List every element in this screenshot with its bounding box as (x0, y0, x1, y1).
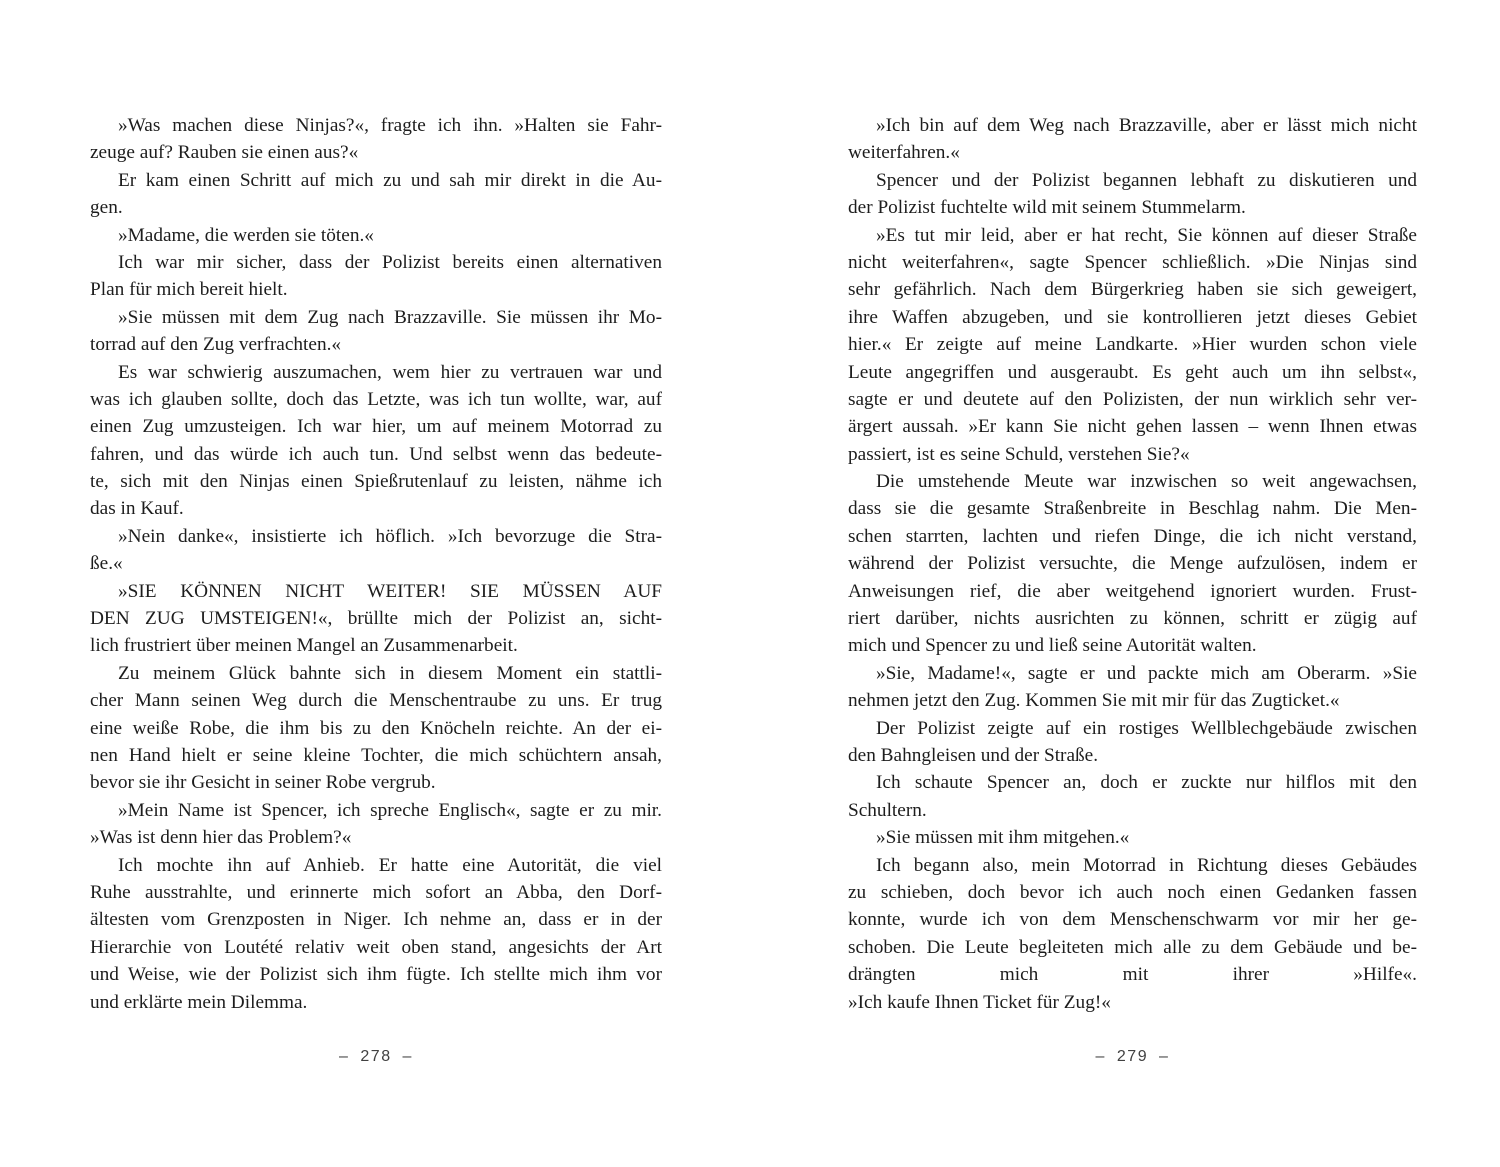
text-line: mich und Spencer zu und ließ seine Autorität walten. (848, 635, 1257, 657)
text-line: Hierarchie von Loutété relativ weit oben stand, angesichts der Art (90, 936, 662, 958)
text-line: nicht weiterfahren«, sagte Spencer schließlich. »Die Ninjas sind (848, 251, 1417, 273)
text-line: sagte er und deutete auf den Polizisten, der nun wirklich sehr ver- (848, 388, 1417, 410)
text-line: »Was ist denn hier das Problem?« (90, 827, 352, 849)
text-line: zeuge auf? Rauben sie einen aus?« (90, 142, 359, 164)
text-line: »Sie, Madame!«, sagte er und packte mich am Oberarm. »Sie (876, 662, 1417, 684)
text-line: ihre Waffen abzugeben, und sie kontrollieren jetzt dieses Gebiet (848, 306, 1417, 328)
text-line: cher Mann seinen Weg durch die Menschentraube zu uns. Er trug (90, 690, 662, 712)
text-line: Ich begann also, mein Motorrad in Richtung dieses Gebäudes (876, 854, 1417, 876)
text-line: während der Polizist versuchte, die Menge aufzulösen, indem er (848, 553, 1417, 575)
text-line: was ich glauben sollte, doch das Letzte, was ich tun wollte, war, auf (90, 388, 662, 410)
text-line: Der Polizist zeigte auf ein rostiges Wellblechgebäude zwischen (876, 717, 1417, 739)
page-text-column (90, 112, 662, 1016)
text-line: »Es tut mir leid, aber er hat recht, Sie können auf dieser Straße (876, 224, 1417, 246)
text-line: und Weise, wie der Polizist sich ihm fügte. Ich stellte mich ihm vor (90, 964, 662, 986)
page-left (90, 0, 662, 1167)
text-line: einen Zug umzusteigen. Ich war hier, um auf meinem Motorrad zu (90, 416, 662, 438)
text-line: »Was machen diese Ninjas?«, fragte ich ihn. »Halten sie Fahr- (118, 115, 662, 136)
text-line: »Sie müssen mit dem Zug nach Brazzaville. Sie müssen ihr Mo- (118, 306, 662, 328)
text-line: und erklärte mein Dilemma. (90, 991, 308, 1013)
text-line: Es war schwierig auszumachen, wem hier zu vertrauen war und (118, 361, 662, 383)
text-line: fahren, und das würde ich auch tun. Und selbst wenn das bedeute- (90, 443, 662, 465)
text-line: drängten mich mit ihrer »Hilfe«. (848, 964, 1417, 986)
text-line: konnte, wurde ich von dem Menschenschwarm vor mir her ge- (848, 909, 1417, 931)
text-line: den Bahngleisen und der Straße. (848, 744, 1099, 766)
text-line: »Madame, die werden sie töten.« (118, 224, 374, 246)
text-line: ärgert aussah. »Er kann Sie nicht gehen lassen – wenn Ihnen etwas (848, 416, 1417, 438)
text-line: »Sie müssen mit ihm mitgehen.« (876, 827, 1130, 849)
text-line: Zu meinem Glück bahnte sich in diesem Moment ein stattli- (118, 662, 662, 684)
text-line: Ich mochte ihn auf Anhieb. Er hatte eine Autorität, die viel (118, 854, 662, 876)
text-line: sehr gefährlich. Nach dem Bürgerkrieg haben sie sich geweigert, (848, 279, 1417, 301)
text-line: nehmen jetzt den Zug. Kommen Sie mit mir für das Zugticket.« (848, 690, 1340, 712)
text-line: torrad auf den Zug verfrachten.« (90, 334, 342, 356)
text-line: Er kam einen Schritt auf mich zu und sah mir direkt in die Au- (118, 169, 662, 191)
text-line: Ich schaute Spencer an, doch er zuckte nur hilflos mit den (876, 772, 1417, 794)
text-line: te, sich mit den Ninjas einen Spießrutenlauf zu leisten, nähme ich (90, 471, 662, 493)
text-line: riert darüber, nichts ausrichten zu können, schritt er zügig auf (848, 608, 1417, 630)
page-number: – 278 – (339, 1048, 413, 1065)
text-line: passiert, ist es seine Schuld, verstehen Sie?« (848, 443, 1190, 465)
text-line: dass sie die gesamte Straßenbreite in Beschlag nahm. Die Men- (848, 498, 1417, 520)
text-line: eine weiße Robe, die ihm bis zu den Knöcheln reichte. An der ei- (90, 717, 662, 739)
text-line: hier.« Er zeigte auf meine Landkarte. »Hier wurden schon viele (848, 334, 1417, 356)
text-line: Ich war mir sicher, dass der Polizist bereits einen alternativen (118, 251, 662, 273)
text-line: gen. (90, 197, 123, 219)
text-line: lich frustriert über meinen Mangel an Zusammenarbeit. (90, 635, 518, 657)
page-right (848, 0, 1417, 1167)
text-line: zu schieben, doch bevor ich auch noch einen Gedanken fassen (848, 881, 1417, 903)
text-line: »Ich kaufe Ihnen Ticket für Zug!« (848, 991, 1111, 1013)
text-line: Schultern. (848, 799, 927, 821)
text-line: Leute angegriffen und ausgeraubt. Es geht auch um ihn selbst«, (848, 361, 1417, 383)
text-line: »SIE KÖNNEN NICHT WEITER! SIE MÜSSEN AUF (118, 580, 662, 602)
text-line: Anweisungen rief, die aber weitgehend ignoriert wurden. Frust- (848, 580, 1417, 602)
text-line: ße.« (90, 553, 123, 575)
text-line: Plan für mich bereit hielt. (90, 279, 288, 301)
text-line: »Mein Name ist Spencer, ich spreche Englisch«, sagte er zu mir. (118, 799, 662, 821)
text-line: bevor sie ihr Gesicht in seiner Robe vergrub. (90, 772, 436, 794)
text-line: nen Hand hielt er seine kleine Tochter, die mich schüchtern ansah, (90, 744, 662, 766)
page-number: – 279 – (1095, 1048, 1170, 1065)
page-text-column (848, 112, 1417, 1016)
text-line: schen starrten, lachten und riefen Dinge, die ich nicht verstand, (848, 525, 1417, 547)
text-line: das in Kauf. (90, 498, 184, 520)
text-line: Spencer und der Polizist begannen lebhaft zu diskutieren und (876, 169, 1417, 191)
text-line: DEN ZUG UMSTEIGEN!«, brüllte mich der Polizist an, sicht- (90, 608, 662, 630)
text-line: der Polizist fuchtelte wild mit seinem Stummelarm. (848, 197, 1246, 219)
text-line: weiterfahren.« (848, 142, 960, 164)
text-line: Ruhe ausstrahlte, und erinnerte mich sofort an Abba, den Dorf- (90, 881, 662, 903)
text-line: »Ich bin auf dem Weg nach Brazzaville, aber er lässt mich nicht (876, 115, 1417, 136)
text-line: »Nein danke«, insistierte ich höflich. »Ich bevorzuge die Stra- (118, 525, 662, 547)
text-line: Die umstehende Meute war inzwischen so weit angewachsen, (876, 471, 1417, 493)
text-line: schoben. Die Leute begleiteten mich alle zu dem Gebäude und be- (848, 936, 1417, 958)
text-line: ältesten vom Grenzposten in Niger. Ich nehme an, dass er in der (90, 909, 662, 931)
